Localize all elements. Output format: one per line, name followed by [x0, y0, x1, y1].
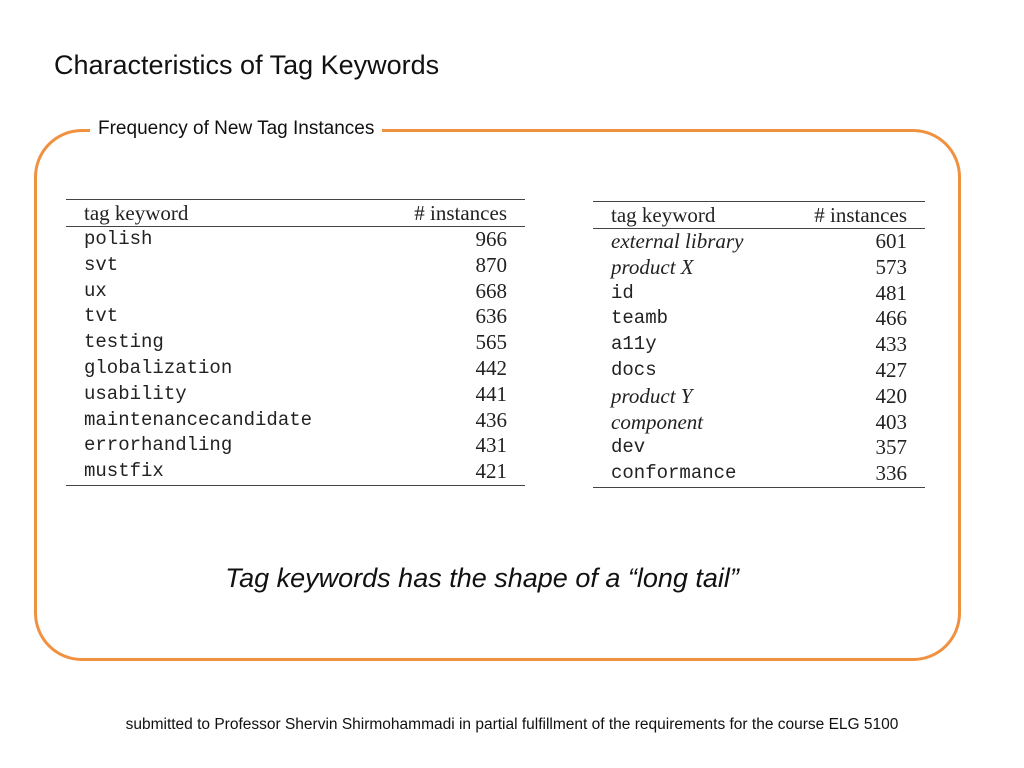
- table-row: [66, 304, 525, 330]
- table-row: [593, 281, 925, 307]
- column-header-keyword: tag keyword: [593, 202, 781, 229]
- table-row: [593, 384, 925, 410]
- tag-keyword-cell: external library: [611, 229, 744, 253]
- instance-count-cell: 870: [475, 252, 507, 277]
- instance-count-cell: 573: [875, 254, 907, 279]
- footer-note: submitted to Professor Shervin Shirmohammadi in partial fulfillment of the requirements for the course ELG 5100: [125, 716, 899, 733]
- instance-count-cell: 601: [875, 229, 907, 253]
- table-row: [66, 227, 525, 253]
- instance-count-cell: 420: [875, 383, 907, 408]
- column-header-keyword: tag keyword: [66, 200, 375, 227]
- table-row: [66, 253, 525, 279]
- instance-count-cell: 441: [475, 381, 507, 406]
- instance-count-cell: 966: [475, 227, 507, 251]
- table-row: [593, 461, 925, 487]
- instance-count-cell: 427: [875, 357, 907, 382]
- instance-count-cell: 442: [475, 355, 507, 380]
- table-row: [66, 330, 525, 356]
- table-row: [593, 229, 925, 255]
- left-tag-table: [66, 199, 525, 486]
- table-header-row: [66, 200, 525, 227]
- instance-count-cell: 636: [475, 304, 507, 329]
- instance-count-cell: 357: [875, 435, 907, 460]
- tag-keyword-cell: testing: [84, 331, 164, 354]
- table-header-row: [593, 202, 925, 229]
- instance-count-cell: 436: [475, 407, 507, 432]
- tag-keyword-cell: tvt: [84, 305, 119, 328]
- table-row: [66, 382, 525, 408]
- tag-keyword-cell: docs: [611, 358, 657, 381]
- tag-keyword-cell: mustfix: [66, 459, 375, 485]
- table-row: [593, 306, 925, 332]
- table-row: [593, 358, 925, 384]
- instance-count-cell: 336: [781, 461, 925, 487]
- tag-keyword-cell: errorhandling: [84, 434, 233, 457]
- tag-keyword-cell: product Y: [611, 383, 693, 408]
- tag-keyword-cell: product X: [611, 254, 694, 279]
- tag-keyword-cell: a11y: [611, 333, 657, 356]
- table-row: [66, 433, 525, 459]
- instance-count-cell: 466: [875, 306, 907, 331]
- tag-keyword-cell: dev: [611, 436, 646, 459]
- tag-keyword-cell: teamb: [611, 307, 669, 330]
- instance-count-cell: 403: [875, 409, 907, 434]
- tag-keyword-cell: ux: [84, 279, 107, 302]
- tag-keyword-cell: maintenancecandidate: [84, 408, 313, 431]
- tag-keyword-cell: component: [611, 409, 704, 434]
- column-header-instances: # instances: [375, 200, 525, 227]
- tag-keyword-cell: svt: [84, 253, 119, 276]
- long-tail-caption: Tag keywords has the shape of a “long tail”: [225, 563, 739, 593]
- table-row: [66, 356, 525, 382]
- instance-count-cell: 433: [875, 332, 907, 357]
- instance-count-cell: 668: [475, 278, 507, 303]
- section-label: Frequency of New Tag Instances: [90, 118, 382, 140]
- tag-keyword-cell: usability: [84, 382, 187, 405]
- table-row: [66, 279, 525, 305]
- table-row: [66, 459, 525, 485]
- table-row: [593, 255, 925, 281]
- instance-count-cell: 481: [875, 280, 907, 305]
- table-row: [593, 332, 925, 358]
- column-header-instances: # instances: [781, 202, 925, 229]
- table-row: [66, 408, 525, 434]
- slide-title: Characteristics of Tag Keywords: [54, 50, 440, 80]
- table-row: [593, 410, 925, 436]
- tag-keyword-cell: globalization: [84, 356, 233, 379]
- tag-keyword-cell: polish: [84, 228, 153, 250]
- right-tag-table: [593, 201, 925, 488]
- tag-keyword-cell: conformance: [593, 461, 781, 487]
- instance-count-cell: 421: [375, 459, 525, 485]
- instance-count-cell: 565: [475, 330, 507, 355]
- table-row: [593, 435, 925, 461]
- instance-count-cell: 431: [475, 433, 507, 458]
- tag-keyword-cell: id: [611, 281, 634, 304]
